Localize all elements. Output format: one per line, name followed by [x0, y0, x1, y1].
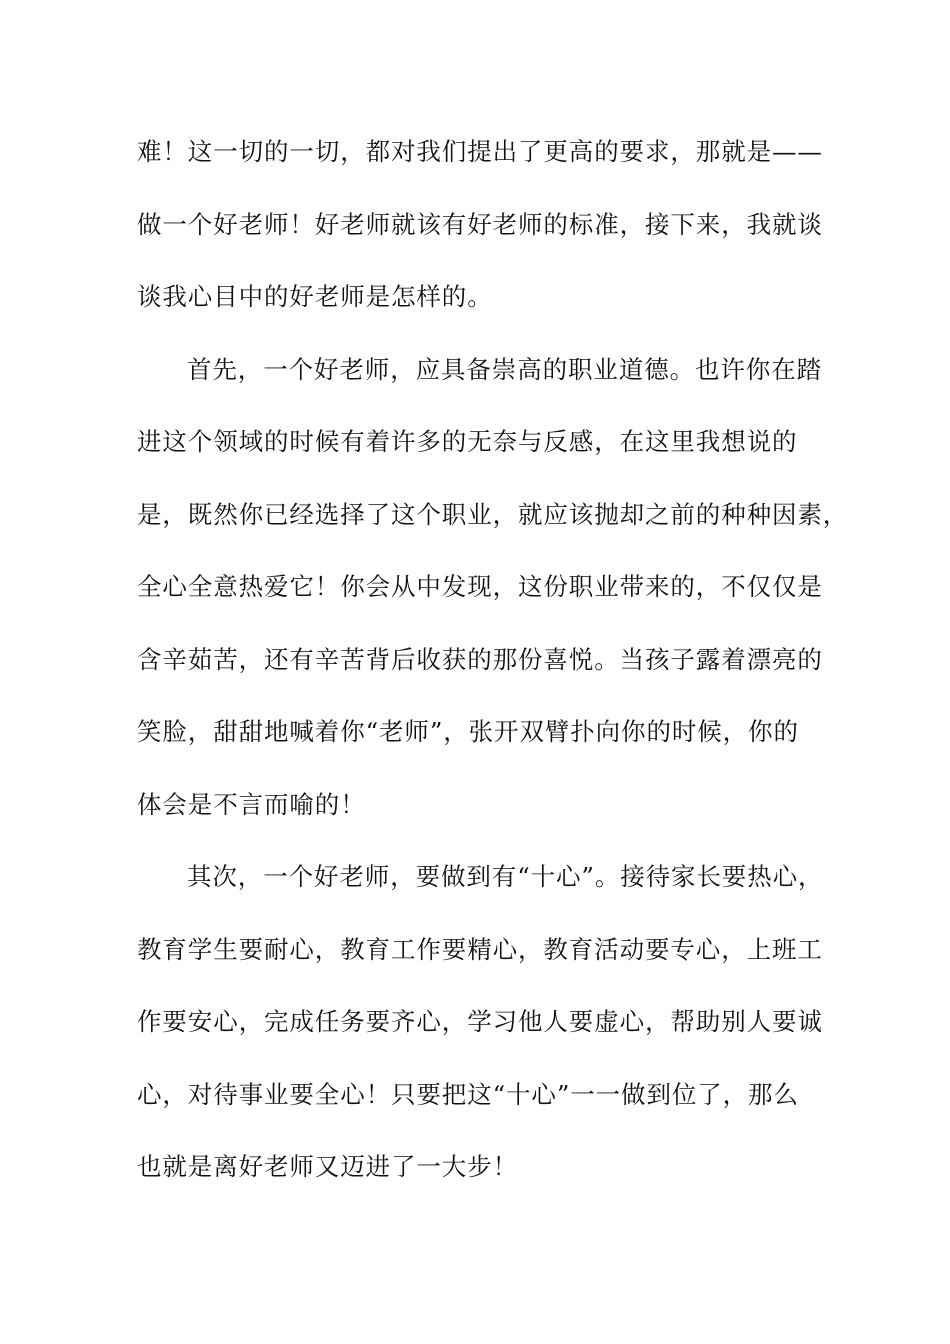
text-line: 心，对待事业要全心！只要把这“十心”一一做到位了，那么	[137, 1079, 799, 1109]
text-line: 作要安心，完成任务要齐心，学习他人要虚心，帮助别人要诚	[137, 1007, 823, 1036]
text-line: 是，既然你已经选择了这个职业，就应该抛却之前的种种因素，	[137, 499, 849, 529]
text-line: 谈我心目中的好老师是怎样的。	[137, 282, 493, 311]
text-line: 也就是离好老师又迈进了一大步！	[137, 1152, 518, 1181]
text-line: 做一个好老师！好老师就该有好老师的标准，接下来，我就谈	[137, 209, 823, 239]
text-line: 体会是不言而喻的！	[137, 789, 366, 819]
text-line: 难！这一切的一切，都对我们提出了更高的要求，那就是——	[137, 137, 823, 166]
text-line: 含辛茹苦，还有辛苦背后收获的那份喜悦。当孩子露着漂亮的	[137, 644, 823, 674]
text-line: 进这个领域的时候有着许多的无奈与反感，在这里我想说的	[137, 427, 798, 456]
paragraph-start-line: 其次，一个好老师，要做到有“十心”。接待家长要热心，	[187, 862, 824, 891]
text-line: 教育学生要耐心，教育工作要精心，教育活动要专心，上班工	[137, 934, 823, 964]
text-line: 全心全意热爱它！你会从中发现，这份职业带来的，不仅仅是	[137, 572, 823, 601]
body-text	[137, 116, 849, 1204]
paragraph-start-line: 首先，一个好老师，应具备崇高的职业道德。也许你在踏	[187, 354, 822, 384]
text-line: 笑脸，甜甜地喊着你“老师”，张开双臂扑向你的时候，你的	[137, 717, 799, 746]
